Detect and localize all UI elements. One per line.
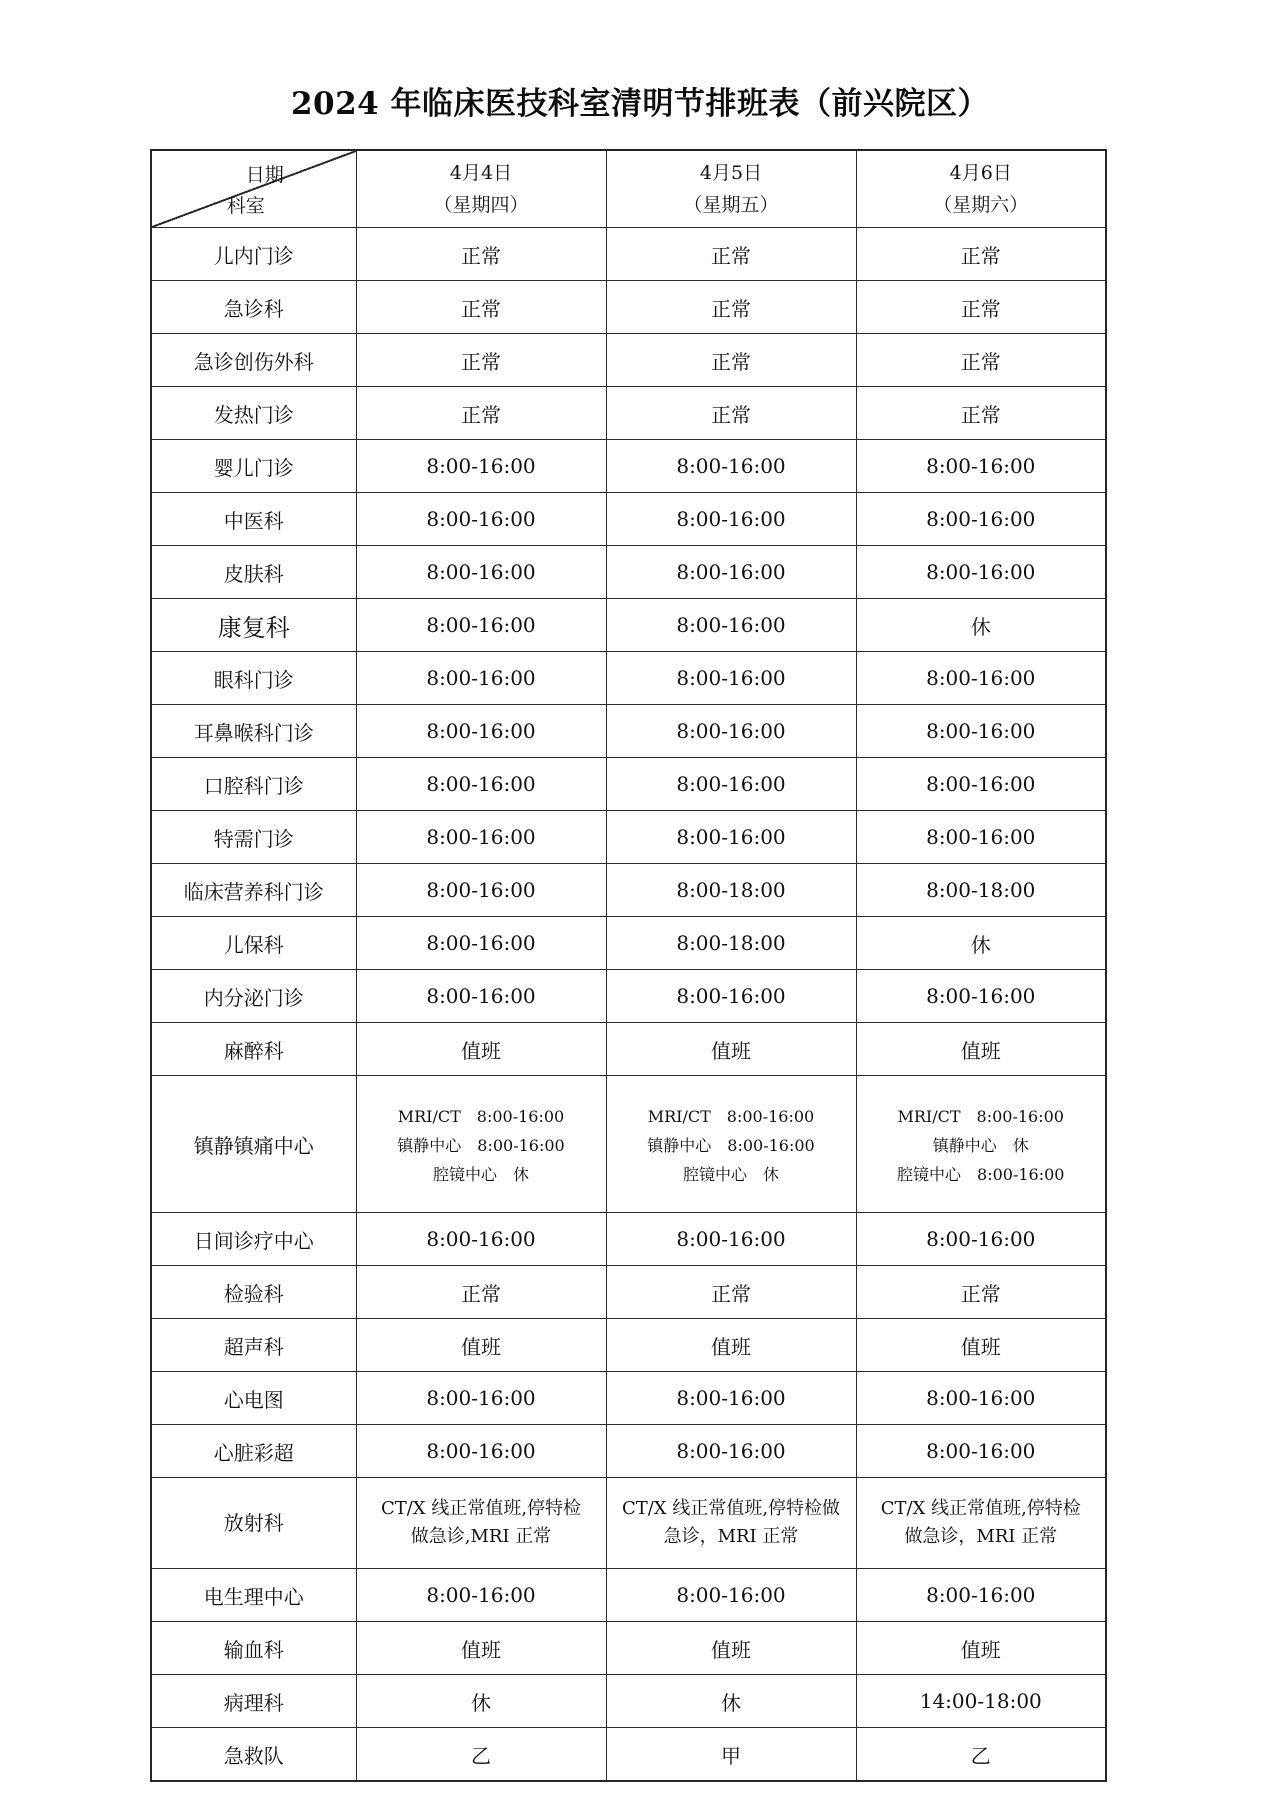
schedule-cell xyxy=(356,1023,606,1076)
schedule-cell-line: 8:00-16:00 xyxy=(426,666,536,690)
schedule-cell xyxy=(606,334,856,387)
schedule-cell xyxy=(856,1023,1106,1076)
schedule-cell xyxy=(356,546,606,599)
schedule-cell-line: 正常 xyxy=(960,296,1001,321)
schedule-cell xyxy=(856,1425,1106,1478)
schedule-cell xyxy=(356,1728,606,1782)
schedule-cell-line: MRI/CT 8:00-16:00 xyxy=(647,1106,815,1126)
schedule-cell xyxy=(856,281,1106,334)
schedule-cell-line: 8:00-16:00 xyxy=(426,984,536,1008)
schedule-cell xyxy=(606,1622,856,1675)
schedule-cell-line: 8:00-16:00 xyxy=(676,1583,786,1607)
schedule-cell xyxy=(356,970,606,1023)
schedule-cell xyxy=(856,387,1106,440)
schedule-cell xyxy=(606,1266,856,1319)
schedule-cell xyxy=(606,1728,856,1782)
schedule-cell xyxy=(606,1372,856,1425)
schedule-cell xyxy=(606,758,856,811)
schedule-cell-line: 正常 xyxy=(711,1281,751,1306)
table-row xyxy=(151,705,1106,758)
schedule-cell xyxy=(606,546,856,599)
dept-cell: 内分泌门诊 xyxy=(151,970,356,1023)
schedule-cell-line: 8:00-16:00 xyxy=(426,1227,536,1251)
dept-cell: 急救队 xyxy=(151,1728,356,1782)
table-row xyxy=(151,917,1106,970)
schedule-cell xyxy=(356,1319,606,1372)
schedule-cell xyxy=(606,1023,856,1076)
column-weekday: （星期六） xyxy=(933,194,1029,216)
schedule-cell-line: 8:00-18:00 xyxy=(676,931,786,955)
schedule-cell-line: 8:00-16:00 xyxy=(426,772,536,796)
schedule-cell xyxy=(856,228,1106,281)
schedule-cell-line: 做急诊,MRI 正常 xyxy=(410,1526,552,1547)
schedule-cell xyxy=(356,1266,606,1319)
table-row xyxy=(151,970,1106,1023)
dept-cell: 放射科 xyxy=(151,1478,356,1569)
schedule-cell xyxy=(356,1213,606,1266)
dept-cell: 输血科 xyxy=(151,1622,356,1675)
schedule-cell-line: CT/X 线正常值班,停特检 xyxy=(380,1498,582,1520)
schedule-cell xyxy=(606,1319,856,1372)
schedule-cell-line: 8:00-16:00 xyxy=(426,719,536,743)
schedule-cell xyxy=(856,493,1106,546)
schedule-cell-line: 值班 xyxy=(711,1038,751,1063)
schedule-cell xyxy=(606,652,856,705)
dept-cell: 日间诊疗中心 xyxy=(151,1213,356,1266)
schedule-cell xyxy=(356,493,606,546)
schedule-cell xyxy=(356,864,606,917)
schedule-header xyxy=(151,150,1106,228)
schedule-cell-line: 8:00-16:00 xyxy=(676,1386,786,1410)
schedule-cell xyxy=(856,440,1106,493)
schedule-cell-line: 休 xyxy=(471,1690,491,1715)
schedule-cell-line: 休 xyxy=(970,614,991,639)
schedule-cell xyxy=(606,493,856,546)
schedule-cell xyxy=(856,546,1106,599)
schedule-cell-line: 8:00-16:00 xyxy=(926,666,1036,690)
schedule-cell-line: 8:00-16:00 xyxy=(926,560,1036,584)
schedule-cell xyxy=(356,387,606,440)
schedule-cell xyxy=(356,599,606,652)
schedule-cell xyxy=(606,387,856,440)
table-row xyxy=(151,1425,1106,1478)
schedule-cell xyxy=(356,1675,606,1728)
dept-cell: 婴儿门诊 xyxy=(151,440,356,493)
schedule-cell-line: 休 xyxy=(721,1690,741,1715)
schedule-cell xyxy=(606,811,856,864)
schedule-cell xyxy=(356,1372,606,1425)
schedule-cell xyxy=(356,1622,606,1675)
schedule-cell-line: 8:00-16:00 xyxy=(426,507,536,531)
schedule-cell-line: 8:00-16:00 xyxy=(426,560,536,584)
schedule-cell-line: 乙 xyxy=(970,1743,991,1768)
schedule-cell xyxy=(856,1569,1106,1622)
schedule-cell xyxy=(856,1675,1106,1728)
dept-cell: 检验科 xyxy=(151,1266,356,1319)
schedule-cell xyxy=(606,228,856,281)
schedule-cell-line: 8:00-16:00 xyxy=(926,454,1036,478)
dept-cell: 超声科 xyxy=(151,1319,356,1372)
column-weekday: （星期四） xyxy=(433,194,529,216)
schedule-cell xyxy=(356,1076,606,1213)
schedule-cell-line: 8:00-16:00 xyxy=(676,560,786,584)
table-row xyxy=(151,1622,1106,1675)
schedule-cell-line: 值班 xyxy=(711,1637,751,1662)
table-row xyxy=(151,1319,1106,1372)
table-row xyxy=(151,387,1106,440)
table-row xyxy=(151,440,1106,493)
schedule-cell xyxy=(356,705,606,758)
dept-cell: 皮肤科 xyxy=(151,546,356,599)
schedule-cell-line: 8:00-16:00 xyxy=(676,507,786,531)
schedule-cell-line: MRI/CT 8:00-16:00 xyxy=(397,1106,565,1126)
schedule-cell-line: 8:00-16:00 xyxy=(926,984,1036,1008)
table-row xyxy=(151,1675,1106,1728)
table-row xyxy=(151,281,1106,334)
schedule-cell-line: 正常 xyxy=(711,296,751,321)
schedule-cell-line: 8:00-16:00 xyxy=(426,613,536,637)
schedule-cell-line: 正常 xyxy=(711,349,751,374)
column-date: 4月4日 xyxy=(449,161,513,184)
dept-cell: 康复科 xyxy=(151,599,356,652)
schedule-cell-line: 8:00-16:00 xyxy=(426,931,536,955)
schedule-cell-line: 8:00-16:00 xyxy=(676,613,786,637)
table-row xyxy=(151,758,1106,811)
schedule-cell xyxy=(856,758,1106,811)
table-row xyxy=(151,811,1106,864)
schedule-cell xyxy=(356,281,606,334)
table-row xyxy=(151,1569,1106,1622)
table-row xyxy=(151,864,1106,917)
schedule-cell xyxy=(856,917,1106,970)
table-row xyxy=(151,1076,1106,1213)
dept-cell: 镇静镇痛中心 xyxy=(151,1076,356,1213)
schedule-cell-line: 8:00-16:00 xyxy=(926,825,1036,849)
schedule-cell-line: 休 xyxy=(970,932,991,957)
schedule-cell xyxy=(856,1728,1106,1782)
schedule-cell xyxy=(606,1425,856,1478)
column-header-day2 xyxy=(606,150,856,228)
schedule-cell-line: 腔镜中心 休 xyxy=(432,1164,529,1184)
table-row xyxy=(151,1478,1106,1569)
schedule-cell xyxy=(356,811,606,864)
table-row xyxy=(151,493,1106,546)
dept-cell: 儿内门诊 xyxy=(151,228,356,281)
schedule-cell-line: 正常 xyxy=(960,402,1001,427)
dept-cell: 中医科 xyxy=(151,493,356,546)
dept-cell: 麻醉科 xyxy=(151,1023,356,1076)
page-title: 2024 年临床医技科室清明节排班表（前兴院区） xyxy=(290,86,990,122)
schedule-cell xyxy=(606,864,856,917)
schedule-cell-line: 8:00-16:00 xyxy=(926,772,1036,796)
schedule-cell xyxy=(856,1372,1106,1425)
column-header-day1 xyxy=(356,150,606,228)
schedule-cell-line: 值班 xyxy=(461,1637,501,1662)
table-row xyxy=(151,599,1106,652)
schedule-cell-line: 8:00-16:00 xyxy=(676,1227,786,1251)
schedule-cell-line: 镇静中心 8:00-16:00 xyxy=(397,1135,565,1155)
table-row xyxy=(151,334,1106,387)
schedule-cell xyxy=(856,1478,1106,1569)
table-row xyxy=(151,546,1106,599)
schedule-cell xyxy=(606,705,856,758)
schedule-cell xyxy=(856,811,1106,864)
corner-label-dept: 科室 xyxy=(226,195,265,217)
schedule-cell-line: 8:00-16:00 xyxy=(926,1227,1036,1251)
corner-cell xyxy=(151,150,356,228)
schedule-cell-line: 正常 xyxy=(461,243,501,268)
schedule-cell-line: 8:00-16:00 xyxy=(926,719,1036,743)
schedule-cell-line: 正常 xyxy=(711,243,751,268)
schedule-cell-line: 8:00-16:00 xyxy=(676,719,786,743)
schedule-cell xyxy=(606,1675,856,1728)
schedule-cell xyxy=(606,440,856,493)
table-row xyxy=(151,228,1106,281)
schedule-cell-line: 8:00-16:00 xyxy=(926,507,1036,531)
schedule-cell xyxy=(856,1319,1106,1372)
dept-cell: 发热门诊 xyxy=(151,387,356,440)
schedule-cell-line: 8:00-16:00 xyxy=(426,454,536,478)
dept-cell: 眼科门诊 xyxy=(151,652,356,705)
dept-cell: 病理科 xyxy=(151,1675,356,1728)
schedule-cell xyxy=(356,652,606,705)
schedule-cell-line: 14:00-18:00 xyxy=(919,1689,1042,1713)
schedule-cell xyxy=(356,758,606,811)
schedule-cell xyxy=(606,1076,856,1213)
schedule-cell xyxy=(356,1478,606,1569)
schedule-cell-line: 8:00-16:00 xyxy=(926,1439,1036,1463)
schedule-cell-line: 8:00-16:00 xyxy=(676,1439,786,1463)
schedule-body xyxy=(151,228,1106,1782)
schedule-cell-line: 急诊，MRI 正常 xyxy=(663,1526,799,1547)
schedule-cell-line: 正常 xyxy=(461,1281,501,1306)
table-row xyxy=(151,1728,1106,1782)
schedule-cell xyxy=(606,1478,856,1569)
column-date: 4月5日 xyxy=(699,161,763,184)
schedule-cell-line: 乙 xyxy=(471,1743,491,1768)
schedule-cell-line: 8:00-16:00 xyxy=(676,772,786,796)
schedule-cell-line: 正常 xyxy=(461,296,501,321)
schedule-cell xyxy=(606,599,856,652)
dept-cell: 儿保科 xyxy=(151,917,356,970)
schedule-cell-line: 正常 xyxy=(711,402,751,427)
schedule-cell xyxy=(856,864,1106,917)
schedule-cell-line: 8:00-16:00 xyxy=(426,1583,536,1607)
table-row xyxy=(151,1372,1106,1425)
header-row xyxy=(151,150,1106,228)
dept-cell: 口腔科门诊 xyxy=(151,758,356,811)
column-date: 4月6日 xyxy=(949,161,1012,184)
schedule-cell-line: 8:00-16:00 xyxy=(676,825,786,849)
schedule-cell-line: 值班 xyxy=(960,1038,1001,1063)
schedule-cell-line: MRI/CT 8:00-16:00 xyxy=(897,1106,1064,1126)
dept-cell: 临床营养科门诊 xyxy=(151,864,356,917)
schedule-cell-line: 值班 xyxy=(960,1334,1001,1359)
schedule-cell xyxy=(856,599,1106,652)
schedule-cell-line: 正常 xyxy=(960,1281,1001,1306)
dept-cell: 急诊科 xyxy=(151,281,356,334)
schedule-cell xyxy=(856,970,1106,1023)
schedule-cell-line: 8:00-16:00 xyxy=(926,1386,1036,1410)
schedule-cell-line: 8:00-18:00 xyxy=(926,878,1036,902)
schedule-cell-line: 8:00-16:00 xyxy=(676,454,786,478)
schedule-cell xyxy=(606,1213,856,1266)
schedule-cell-line: 正常 xyxy=(960,349,1001,374)
schedule-cell xyxy=(856,652,1106,705)
table-row xyxy=(151,1266,1106,1319)
schedule-cell-line: 甲 xyxy=(721,1743,741,1768)
schedule-cell-line: 值班 xyxy=(711,1334,751,1359)
schedule-cell-line: 镇静中心 休 xyxy=(932,1135,1029,1155)
schedule-cell-line: 腔镜中心 休 xyxy=(682,1164,779,1184)
schedule-cell xyxy=(356,334,606,387)
dept-cell: 特需门诊 xyxy=(151,811,356,864)
schedule-cell-line: 正常 xyxy=(461,349,501,374)
schedule-cell-line: 值班 xyxy=(461,1334,501,1359)
schedule-cell-line: 8:00-16:00 xyxy=(676,984,786,1008)
schedule-cell xyxy=(856,1213,1106,1266)
schedule-table xyxy=(150,149,1107,1782)
schedule-cell-line: 值班 xyxy=(960,1637,1001,1662)
schedule-cell xyxy=(856,1266,1106,1319)
schedule-cell xyxy=(856,1076,1106,1213)
table-row xyxy=(151,1023,1106,1076)
dept-cell: 耳鼻喉科门诊 xyxy=(151,705,356,758)
schedule-cell-line: 8:00-16:00 xyxy=(926,1583,1036,1607)
schedule-cell xyxy=(606,281,856,334)
schedule-cell xyxy=(606,1569,856,1622)
dept-cell: 急诊创伤外科 xyxy=(151,334,356,387)
schedule-cell xyxy=(856,1622,1106,1675)
schedule-cell xyxy=(606,970,856,1023)
table-row xyxy=(151,1213,1106,1266)
column-weekday: （星期五） xyxy=(683,194,779,216)
schedule-cell-line: 镇静中心 8:00-16:00 xyxy=(647,1135,815,1155)
schedule-cell xyxy=(356,917,606,970)
schedule-cell xyxy=(356,228,606,281)
schedule-cell xyxy=(356,1425,606,1478)
schedule-cell-line: 腔镜中心 8:00-16:00 xyxy=(897,1164,1065,1184)
table-row xyxy=(151,652,1106,705)
schedule-cell xyxy=(356,440,606,493)
schedule-cell-line: 正常 xyxy=(960,243,1001,268)
dept-cell: 心电图 xyxy=(151,1372,356,1425)
schedule-cell-line: 8:00-16:00 xyxy=(426,878,536,902)
dept-cell: 电生理中心 xyxy=(151,1569,356,1622)
schedule-cell-line: 8:00-16:00 xyxy=(426,825,536,849)
schedule-cell-line: CT/X 线正常值班,停特检做 xyxy=(621,1498,841,1520)
schedule-cell-line: 正常 xyxy=(461,402,501,427)
column-header-day3 xyxy=(856,150,1106,228)
schedule-cell-line: 值班 xyxy=(461,1038,501,1063)
schedule-cell xyxy=(606,917,856,970)
schedule-cell-line: 8:00-16:00 xyxy=(426,1439,536,1463)
schedule-cell xyxy=(856,705,1106,758)
schedule-cell xyxy=(856,334,1106,387)
schedule-cell-line: 8:00-16:00 xyxy=(426,1386,536,1410)
schedule-cell xyxy=(356,1569,606,1622)
dept-cell: 心脏彩超 xyxy=(151,1425,356,1478)
schedule-cell-line: 做急诊，MRI 正常 xyxy=(904,1526,1058,1547)
schedule-cell-line: 8:00-18:00 xyxy=(676,878,786,902)
schedule-cell-line: CT/X 线正常值班,停特检 xyxy=(880,1498,1081,1520)
corner-label-date: 日期 xyxy=(245,164,284,186)
schedule-cell-line: 8:00-16:00 xyxy=(676,666,786,690)
